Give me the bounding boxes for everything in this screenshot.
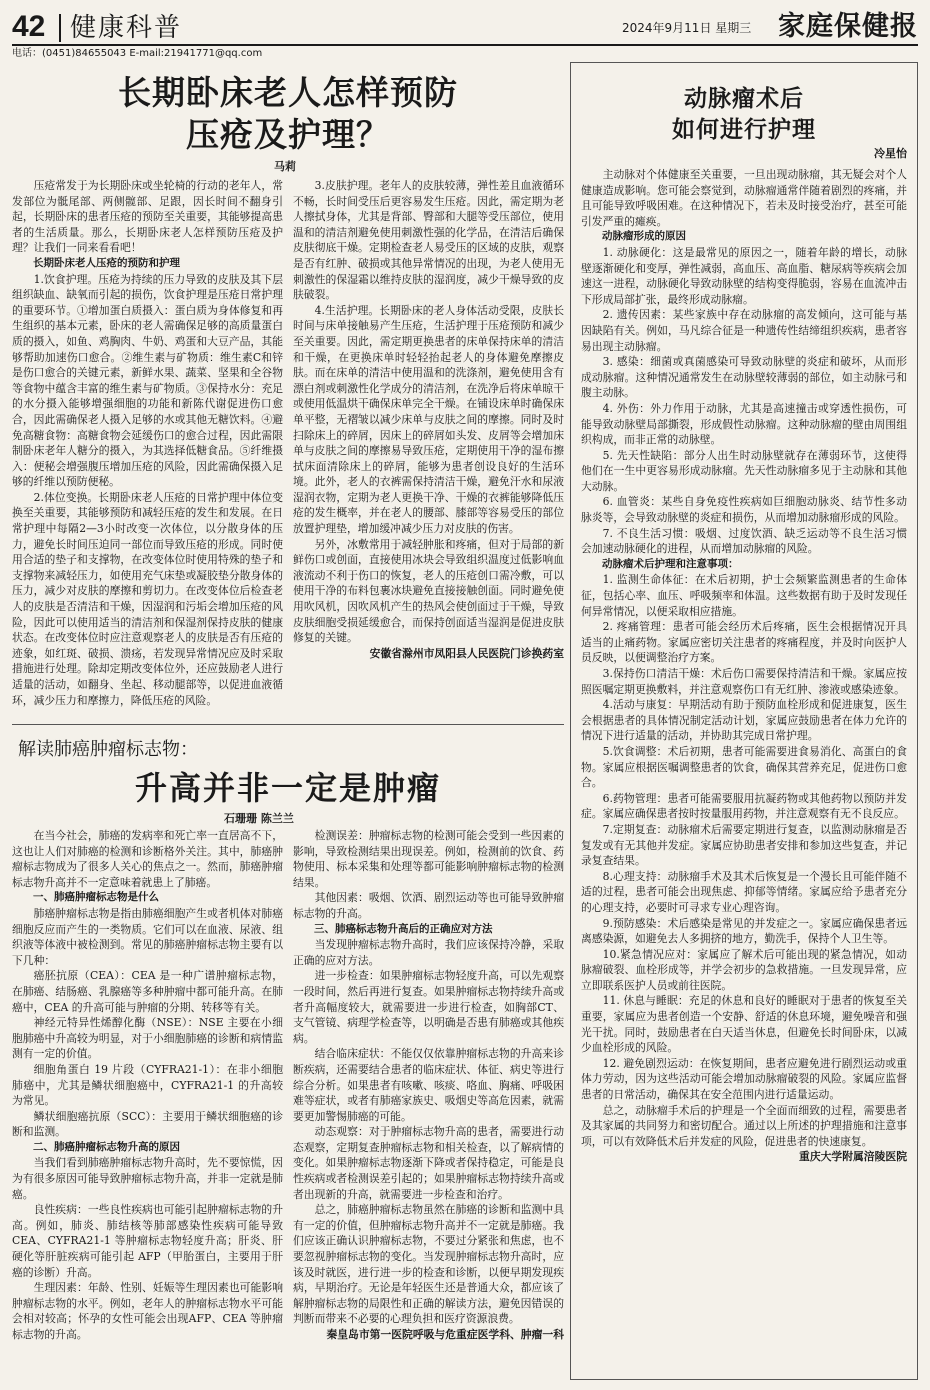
body-paragraph: 另外，冰敷常用于减轻肿胀和疼痛，但对于局部的新鲜伤口或创面，直接使用冰块会导致组织温度过低影响血液流动不利于伤口的恢复，老人的压疮创口需冷敷，可以使用干净的布料包裹冰块避免直接接触创面。同时避免使用吹风机，因吹风机产生的热风会使创面过于干燥，导致皮肤细胞受损延缓愈合，而保持创面适当湿润是促进皮肤修复的关键。: [293, 537, 564, 645]
article-title: [571, 83, 917, 145]
body-paragraph: 神经元特异性烯醇化酶（NSE）：NSE 主要在小细胞肺癌中升高较为明显，对于小细胞肺癌的诊断和病情监测有一定的价值。: [12, 1016, 283, 1061]
article-divider: [12, 724, 564, 725]
body-paragraph: 4.活动与康复：早期活动有助于预防血栓形成和促进康复，医生会根据患者的具体情况制定活动计划，家属应鼓励患者在体力允许的情况下进行适量的活动，并协助其完成日常护理。: [581, 698, 907, 743]
body-column-2: [293, 178, 564, 718]
body-paragraph: 5. 先天性缺陷：部分人出生时动脉壁就存在薄弱环节，这使得他们在一生中更容易形成动脉瘤。先天性动脉瘤多见于主动脉和其他大动脉。: [581, 448, 907, 493]
contact-info: 电话：(0451)84655043 E-mail:21941771@qq.com: [12, 48, 263, 59]
body-paragraph: 7.定期复查：动脉瘤术后需要定期进行复查，以监测动脉瘤是否复发或有无其他并发症。家属应协助患者安排和参加这些复查，并记录复查结果。: [581, 822, 907, 868]
section-heading: 动脉瘤形成的原因: [602, 230, 686, 243]
body-paragraph: 其他因素：吸烟、饮酒、剧烈运动等也可能导致肿瘤标志物的升高。: [293, 891, 564, 920]
article-body: [12, 828, 564, 1376]
issue-date: 2024年9月11日 星期三: [622, 21, 752, 35]
section-heading: 三、肺癌标志物升高后的正确应对方法: [314, 922, 493, 935]
body-paragraph: 2.体位变换。长期卧床老人压疮的日常护理中体位变换至关重要，其能够预防和减轻压疮的发生和发展。在日常护理中每隔2—3小时改变一次体位，以分散身体的压力，避免长时间压迫同一部位而导致压疮的形成。同时使用合适的垫子和支撑物，在改变体位时使用特殊的垫子和支撑物来减轻压力，如使用充气床垫或凝胶垫分散身体的压力，减少对皮肤的摩擦和剪切力。在改变体位后检查老人的皮肤是否清洁和干燥，因湿润和污垢会增加压疮的风险，因此可以使用适当的清洁剂和保湿剂保持皮肤的健康状态。在改变体位时应注意观察老人的皮肤是否有压疮的迹象，如红斑、破损、溃疡，若发现异常情况应及时采取措施进行处理。除却定期改变体位外，还应鼓励老人进行适量的活动，如翻身、坐起、移动腿部等，以促进血液循环，减少压力和摩擦力，降低压疮的风险。: [12, 490, 283, 707]
body-paragraph: 10.紧急情况应对：家属应了解术后可能出现的紧急情况，如动脉瘤破裂、血栓形成等，并学会初步的急救措施。一旦发现异常，应立即联系医护人员或前往医院。: [581, 947, 907, 992]
article-kicker: 解读肺癌肿瘤标志物：: [18, 739, 198, 760]
section-heading: 一、肺癌肿瘤标志物是什么: [33, 891, 159, 904]
section-heading: 二、肺癌肿瘤标志物升高的原因: [33, 1140, 180, 1153]
body-paragraph: 肺癌肿瘤标志物是指由肺癌细胞产生或者机体对肺癌细胞反应而产生的一类物质。它们可以在血液、尿液、组织液等体液中被检测到。常见的肺癌肿瘤标志物主要有以下几种：: [12, 906, 283, 967]
body-paragraph: 生理因素：年龄、性别、妊娠等生理因素也可能影响肿瘤标志物的水平。例如，老年人的肿瘤标志物水平可能会相对较高；怀孕的女性可能会出现AFP、CEA 等肿瘤标志物的升高。: [12, 1281, 283, 1341]
body-paragraph: 4.生活护理。长期卧床的老人身体活动受限，皮肤长时间与床单接触易产生压疮，生活护理于压疮预防和减少至关重要。因此，需定期更换患者的床单保持床单的清洁和干燥，在更换床单时轻轻抬起老人的身体避免摩擦皮肤。而在床单的清洁中使用温和的洗涤剂，避免使用含有漂白剂或刺激性化学成分的清洁剂，在洗净后将床单晾干或使用低温烘干确保床单完全干燥。在铺设床单时确保床单平整，无褶皱以减少床单与皮肤之间的摩擦。同时及时扫除床上的碎屑，因床上的碎屑如头发、皮屑等会增加床单与皮肤之间的摩擦易导致压疮，定期使用干净的湿布擦拭床面清除床上的碎屑，能够为患者创设良好的生活环境。此外，老人的衣裤需保持清洁干燥，避免汗水和尿液湿润衣物，定期为老人更换干净、干燥的衣裤能够降低压疮的发生概率，并在老人的腰部、膝部等容易受压的部位放置护理垫，增加缓冲减少压力对皮肤的伤害。: [293, 303, 564, 536]
body-paragraph: 当我们看到肺癌肿瘤标志物升高时，先不要惊慌，因为有很多原因可能导致肿瘤标志物升高，并非一定就是肺癌。: [12, 1156, 283, 1201]
title-line-1: 长期卧床老人怎样预防: [118, 73, 458, 112]
header-divider: [59, 14, 61, 42]
body-paragraph: 结合临床症状：不能仅仅依靠肿瘤标志物的升高来诊断疾病，还需要结合患者的临床症状、体征、病史等进行综合分析。如果患者有咳嗽、咳痰、咯血、胸痛、呼吸困难等症状，或者有肺癌家族史、吸烟史等高危因素，就需要更加警惕肺癌的可能。: [293, 1047, 564, 1123]
article-body: [581, 167, 907, 1367]
body-paragraph: 7. 不良生活习惯：吸烟、过度饮酒、缺乏运动等不良生活习惯会加速动脉硬化的进程，从而增加动脉瘤的风险。: [581, 526, 907, 556]
section-heading: 长期卧床老人压疮的预防和护理: [33, 256, 180, 269]
page-number: 42: [12, 10, 46, 43]
title-line-2: 如何进行护理: [672, 116, 816, 143]
article-author: 冷星怡: [874, 147, 907, 160]
body-paragraph: 1.饮食护理。压疮为持续的压力导致的皮肤及其下层组织缺血、缺氧而引起的损伤，饮食护理是压疮日常护理的重要环节。①增加蛋白质摄入：蛋白质为身体修复和再生组织的基本元素，卧床的老人需确保足够的高质量蛋白质的摄入，如鱼、鸡胸肉、牛奶、鸡蛋和大豆产品，其能够帮助加速伤口愈合。②维生素与矿物质：维生素C和锌是伤口愈合的关键元素，新鲜水果、蔬菜、坚果和全谷物等食物中蕴含丰富的维生素与矿物质。③保持水分：充足的水分摄入能够增强细胞的功能和新陈代谢促进伤口愈合，因此需确保老人摄入足够的水或其他无糖饮料。④避免高糖食物：高糖食物会延缓伤口的愈合过程，因此需限制卧床老年人糖分的摄入，为其选择低糖食品。⑤纤维摄入：便秘会增强腹压增加压疮的风险，因此需确保摄入足够的纤维以预防便秘。: [12, 272, 283, 489]
body-paragraph: 8.心理支持：动脉瘤手术及其术后恢复是一个漫长且可能伴随不适的过程，患者可能会出现焦虑、抑郁等情绪。家属应给予患者充分的心理支持，必要时可寻求专业心理咨询。: [581, 869, 907, 914]
body-paragraph: 主动脉对个体健康至关重要，一旦出现动脉瘤，其无疑会对个人健康造成影响。您可能会察觉到，动脉瘤通常伴随着剧烈的疼痛，并且可能导致呼吸困难。在这种情况下，若未及时接受治疗，甚至可能引发严重的瘫痪。: [581, 168, 907, 228]
body-column-1: [12, 828, 283, 1376]
body-paragraph: 总之，动脉瘤手术后的护理是一个全面而细致的过程，需要患者及其家属的共同努力和密切配合。通过以上所述的护理措施和注意事项，可以有效降低术后并发症的风险，促进患者的快速康复。: [581, 1103, 907, 1148]
article-author: 石珊珊 陈兰兰: [224, 812, 294, 825]
body-paragraph: 6. 血管炎：某些自身免疫性疾病如巨细胞动脉炎、结节性多动脉炎等，会导致动脉壁的炎症和损伤，从而增加动脉瘤形成的风险。: [581, 495, 907, 525]
body-paragraph: 细胞角蛋白 19 片段（CYFRA21-1）：在非小细胞肺癌中，尤其是鳞状细胞癌中，CYFRA21-1 的升高较为常见。: [12, 1062, 283, 1108]
body-paragraph: 11. 休息与睡眠：充足的休息和良好的睡眠对于患者的恢复至关重要，家属应为患者创造一个安静、舒适的休息环境，避免噪音和强光干扰。同时，鼓励患者在白天适当休息，但避免长时间卧床，以减少血栓形成的风险。: [581, 994, 907, 1055]
article-source: 秦皇岛市第一医院呼吸与危重症医学科、肿瘤一科: [326, 1328, 564, 1341]
body-paragraph: 压疮常发于为长期卧床或坐轮椅的行动的老年人，常发部位为骶尾部、两侧髋部、足跟，因长时间不翻身引起，长期卧床的患者压疮的预防至关重要，其能够提高患者的生活质量。那么，长期卧床老人怎样预防压疮及护理？让我们一同来看看吧！: [12, 179, 283, 255]
body-paragraph: 进一步检查：如果肿瘤标志物轻度升高，可以先观察一段时间，然后再进行复查。如果肿瘤标志物持续升高或者升高幅度较大，就需要进一步进行检查，如胸部CT、支气管镜、病理学检查等，以明确是否患有肺癌或其他疾病。: [293, 969, 564, 1045]
article-author: 马莉: [274, 160, 296, 173]
body-paragraph: 2. 遗传因素：某些家族中存在动脉瘤的高发倾向，这可能与基因缺陷有关。例如，马凡综合征是一种遗传性结缔组织疾病，患者容易出现主动脉瘤。: [581, 308, 907, 353]
body-paragraph: 检测误差：肿瘤标志物的检测可能会受到一些因素的影响，导致检测结果出现误差。例如，检测前的饮食、药物使用、标本采集和处理等都可能影响肿瘤标志物的检测结果。: [293, 829, 564, 889]
body-paragraph: 2. 疼痛管理：患者可能会经历术后疼痛，医生会根据情况开具适当的止痛药物。家属应密切关注患者的疼痛程度，并及时向医护人员反映，以便调整治疗方案。: [581, 620, 907, 665]
body-paragraph: 12. 避免剧烈运动：在恢复期间，患者应避免进行剧烈运动或重体力劳动，因为这些活动可能会增加动脉瘤破裂的风险。家属应监督患者的日常活动，确保其在安全范围内进行适量运动。: [581, 1056, 907, 1102]
body-paragraph: 3. 感染：细菌或真菌感染可导致动脉壁的炎症和破坏，从而形成动脉瘤。这种情况通常发生在动脉壁较薄弱的部位，如主动脉弓和腹主动脉。: [581, 355, 907, 400]
body-paragraph: 鳞状细胞癌抗原（SCC）：主要用于鳞状细胞癌的诊断和监测。: [12, 1109, 283, 1139]
article-source: 重庆大学附属涪陵医院: [799, 1150, 907, 1164]
body-paragraph: 4. 外伤：外力作用于动脉，尤其是高速撞击或穿透性损伤，可能导致动脉壁局部撕裂，形成假性动脉瘤。这种动脉瘤的壁由周围组织构成，而非正常的动脉壁。: [581, 401, 907, 447]
body-column-2: [293, 828, 564, 1376]
section-heading: 动脉瘤术后护理和注意事项：: [602, 557, 739, 570]
article-aneurysm-care: [570, 62, 918, 1380]
body-paragraph: 5.饮食调整：术后初期，患者可能需要进食易消化、高蛋白的食物。家属应根据医嘱调整患者的饮食，确保其营养充足，促进伤口愈合。: [581, 744, 907, 790]
newspaper-name: 家庭保健报: [778, 11, 918, 42]
body-paragraph: 在当今社会，肺癌的发病率和死亡率一直居高不下，这也让人们对肺癌的检测和诊断格外关注。其中，肺癌肿瘤标志物成为了很多人关心的焦点之一。然而，肺癌肿瘤标志物升高并不一定意味着就患上了肺癌。: [12, 829, 283, 889]
header-rule: [12, 44, 918, 46]
article-bedsore-prevention: [12, 62, 564, 722]
title-line-1: 动脉瘤术后: [684, 85, 804, 112]
body-paragraph: 1. 动脉硬化：这是最常见的原因之一，随着年龄的增长，动脉壁逐渐硬化和变厚，弹性减弱，高血压、高血脂、糖尿病等疾病会加速这一进程，动脉硬化导致动脉壁的结构变得脆弱，容易在血流冲击下形成局部扩张，最终形成动脉瘤。: [581, 245, 907, 306]
title-line-2: 压疮及护理？: [186, 115, 390, 154]
page-header: [12, 10, 918, 44]
body-paragraph: 当发现肿瘤标志物升高时，我们应该保持冷静，采取正确的应对方法。: [293, 938, 564, 967]
body-paragraph: 动态观察：对于肿瘤标志物升高的患者，需要进行动态观察，定期复查肿瘤标志物和相关检查，以了解病情的变化。如果肿瘤标志物逐渐下降或者保持稳定，可能是良性疾病或者检测误差引起的；如果肿瘤标志物持续升高或者出现新的升高，就需要进一步检查和治疗。: [293, 1125, 564, 1201]
article-source: 安徽省滁州市凤阳县人民医院门诊换药室: [369, 646, 564, 660]
body-paragraph: 3.皮肤护理。老年人的皮肤较薄，弹性差且血液循环不畅，长时间受压后更容易发生压疮。因此，需定期为老人擦拭身体，尤其是背部、臀部和大腿等受压部位，使用温和的清洁剂避免使用刺激性强的化学品，在清洁后确保皮肤彻底干燥。定期检查老人易受压的区域的皮肤，观察是否有红肿、破损或其他异常情况的出现，为老人使用无刺激性的保湿霜以维持皮肤的湿润度，减少干燥导致的皮肤破裂。: [293, 179, 564, 302]
article-body: [12, 178, 564, 718]
body-paragraph: 1. 监测生命体征：在术后初期，护士会频繁监测患者的生命体征，包括心率、血压、呼吸频率和体温。这些数据有助于及时发现任何异常情况，以便采取相应措施。: [581, 573, 907, 618]
article-lung-cancer-markers: [12, 728, 564, 1380]
section-title: 健康科普: [70, 13, 183, 43]
body-paragraph: 6.药物管理：患者可能需要服用抗凝药物或其他药物以预防并发症。家属应确保患者按时按量服用药物，并注意观察有无不良反应。: [581, 791, 907, 821]
body-paragraph: 癌胚抗原（CEA）：CEA 是一种广谱肿瘤标志物，在肺癌、结肠癌、乳腺癌等多种肿瘤中都可能升高。在肺癌中，CEA 的升高可能与肿瘤的分期、转移等有关。: [12, 969, 283, 1014]
body-column-1: [12, 178, 283, 718]
body-paragraph: 9.预防感染：术后感染是常见的并发症之一。家属应确保患者远离感染源，如避免去人多拥挤的地方，勤洗手，保持个人卫生等。: [581, 916, 907, 946]
article-title: 升高并非一定是肿瘤: [134, 769, 441, 807]
body-paragraph: 总之，肺癌肿瘤标志物虽然在肺癌的诊断和监测中具有一定的价值，但肿瘤标志物升高并不一定就是肺癌。我们应该正确认识肿瘤标志物，不要过分紧张和焦虑，也不要忽视肿瘤标志物的变化。当发现肿瘤标志物升高时，应该及时就医，进行进一步的检查和诊断，以便早期发现疾病，早期治疗。无论是年轻医生还是普通大众，都应该了解肿瘤标志物的局限性和正确的解读方法，避免因错误的判断而带来不必要的心理负担和医疗资源浪费。: [293, 1203, 564, 1326]
body-paragraph: 良性疾病：一些良性疾病也可能引起肿瘤标志物的升高。例如，肺炎、肺结核等肺部感染性疾病可能导致 CEA、CYFRA21-1 等肿瘤标志物轻度升高；肝炎、肝硬化等肝脏疾病可能引起 AFP（甲胎蛋白，主要用于肝癌的诊断）升高。: [12, 1203, 283, 1279]
article-title: [12, 72, 564, 156]
body-paragraph: 3.保持伤口清洁干燥：术后伤口需要保持清洁和干燥。家属应按照医嘱定期更换敷料，并注意观察伤口有无红肿、渗液或感染迹象。: [581, 667, 907, 696]
